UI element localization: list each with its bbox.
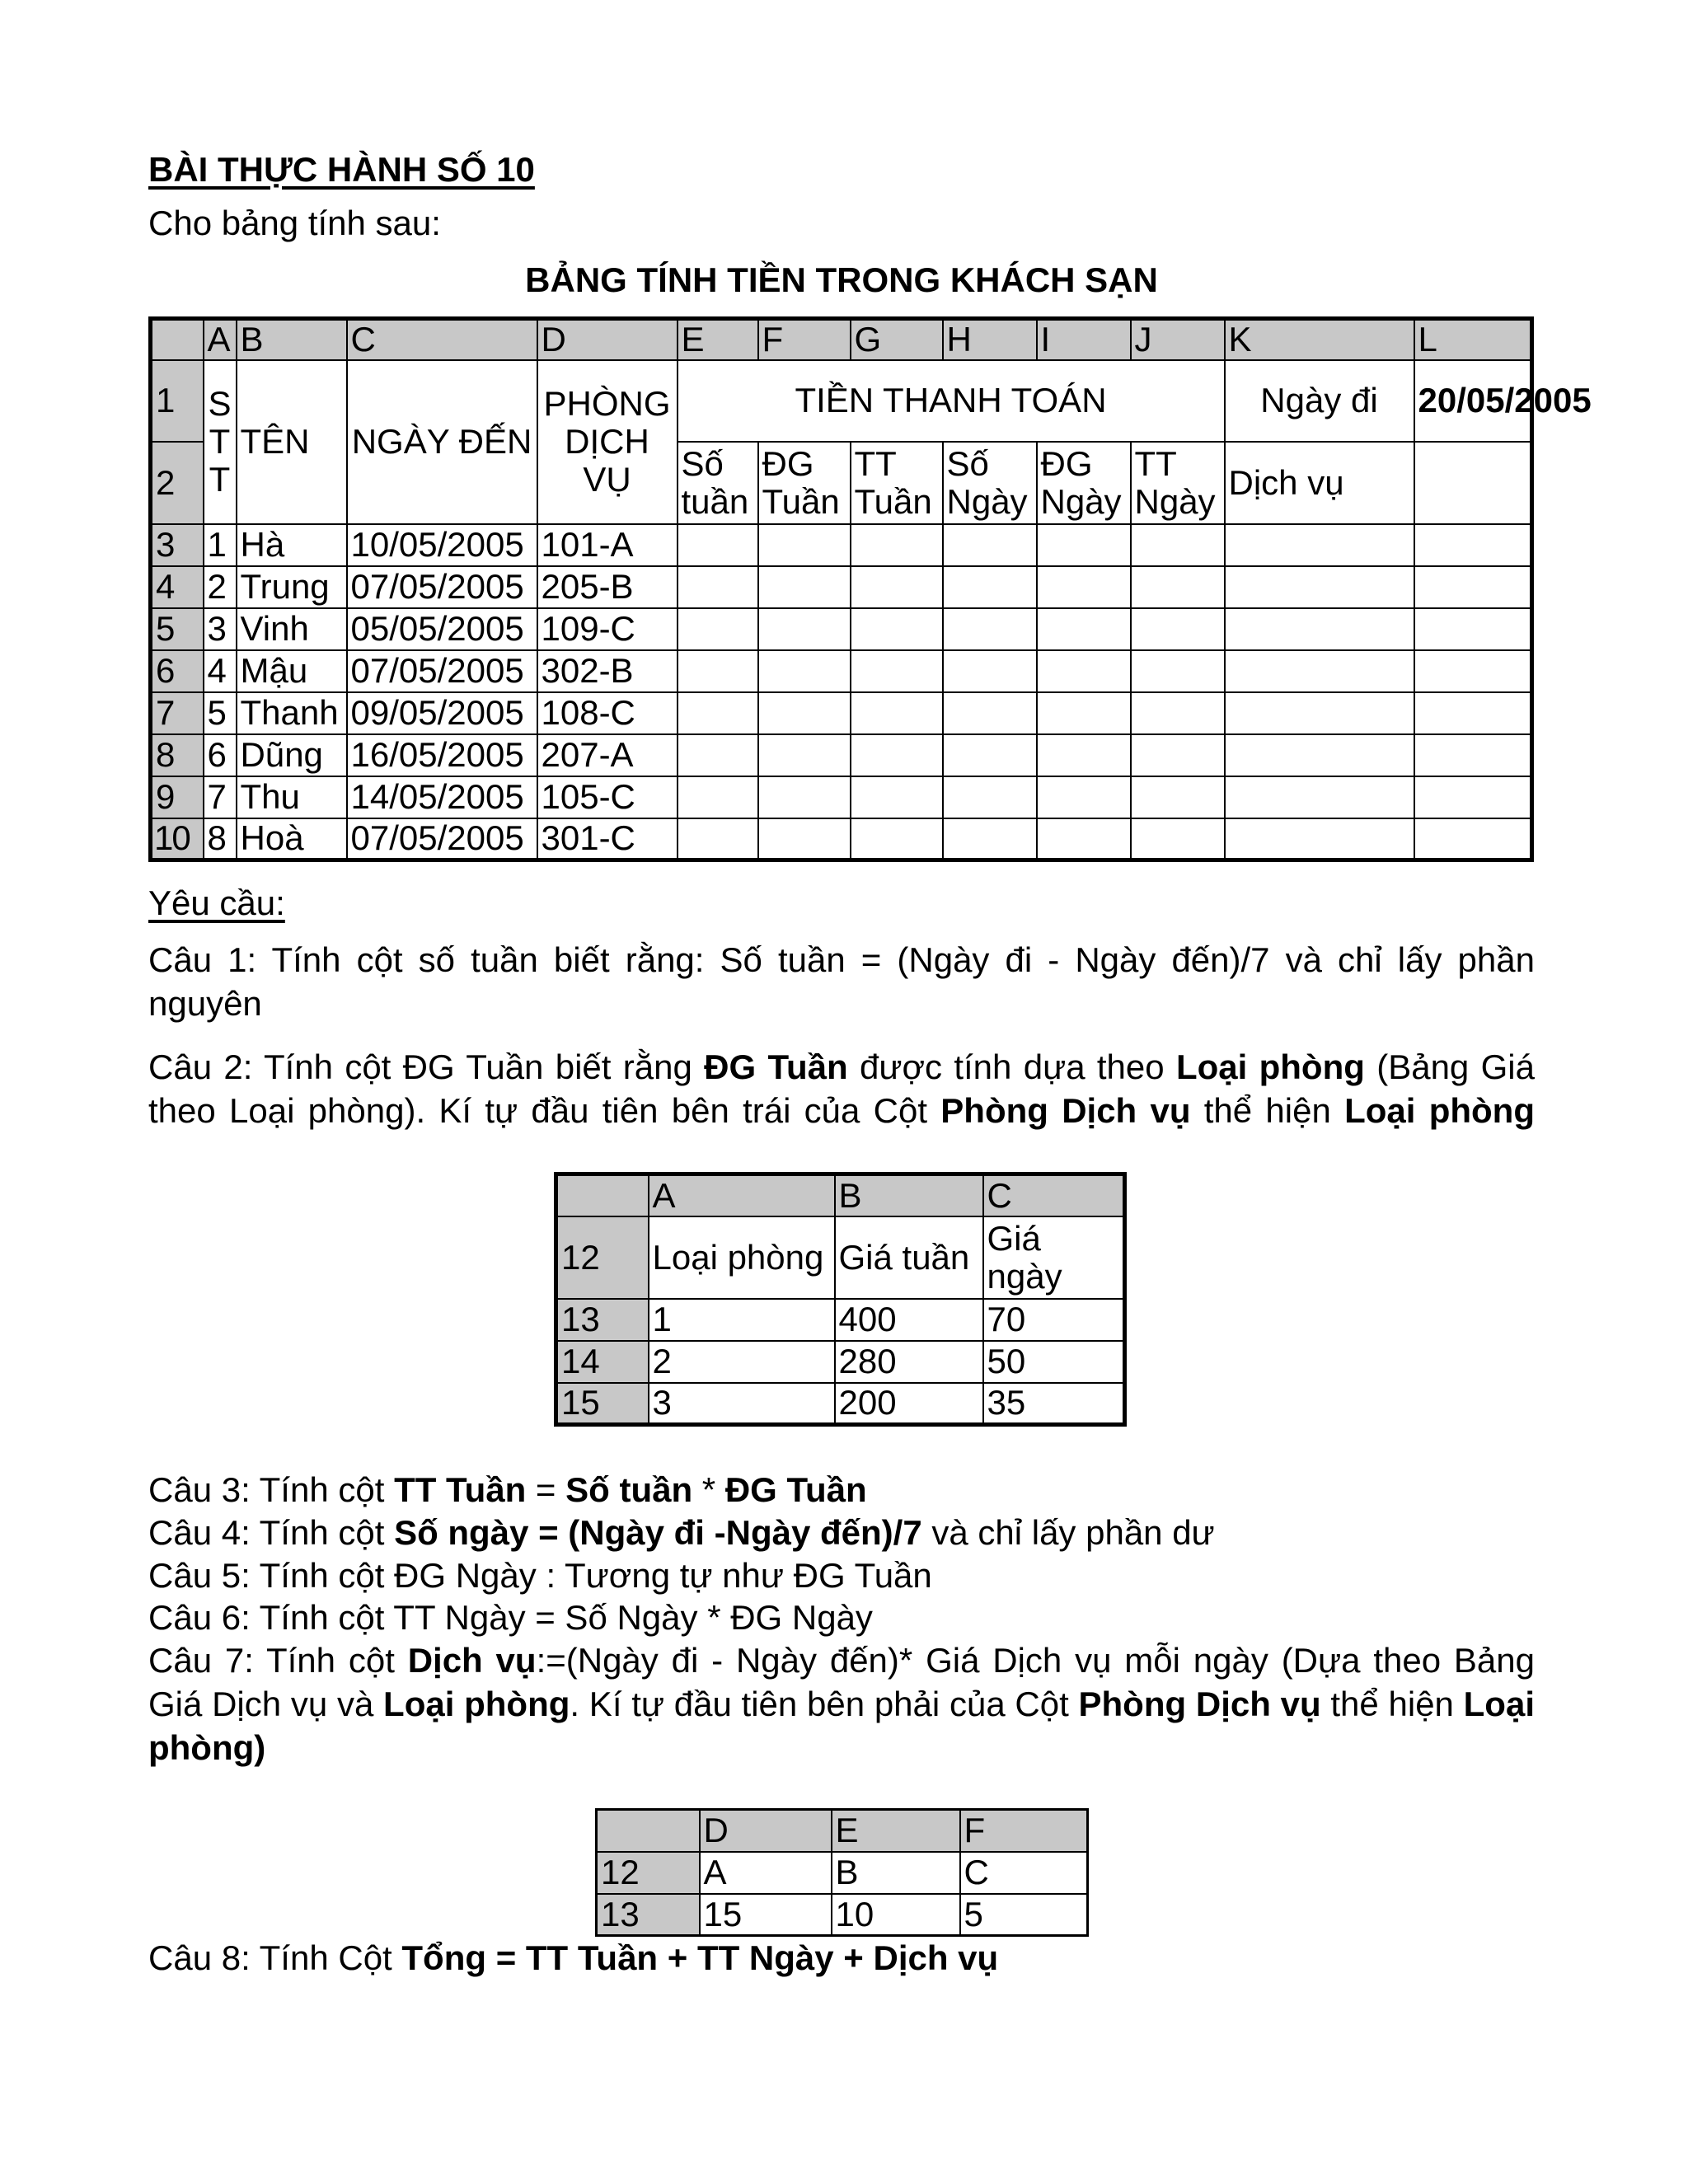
row-number: 2	[151, 442, 204, 524]
table-row	[151, 818, 1532, 860]
empty-cell	[758, 776, 851, 818]
cell-ten: Thanh	[237, 692, 347, 734]
cell-gia-tuan: 400	[835, 1299, 983, 1341]
empty-cell	[1131, 524, 1225, 566]
empty-cell	[943, 524, 1037, 566]
cell-stt: 1	[204, 524, 237, 566]
cell-phong: 207-A	[537, 734, 678, 776]
empty-cell	[943, 776, 1037, 818]
empty-cell	[1225, 776, 1414, 818]
row-number: 9	[151, 776, 204, 818]
question-5: Câu 5: Tính cột ĐG Ngày : Tương tự như ĐG Tuần	[148, 1556, 932, 1595]
table-row	[151, 776, 1532, 818]
col-letter: I	[1037, 319, 1131, 360]
empty-cell	[1037, 818, 1131, 860]
row-number: 4	[151, 566, 204, 608]
empty-cell	[758, 818, 851, 860]
cell-ten: Mậu	[237, 650, 347, 692]
col-letter: B	[835, 1174, 983, 1216]
cell-service-price: 10	[832, 1894, 960, 1936]
header-gia-tuan: Giá tuần	[835, 1216, 983, 1299]
row-number: 10	[151, 818, 204, 860]
empty-cell	[1225, 734, 1414, 776]
table-row	[151, 608, 1532, 650]
cell-ten: Vinh	[237, 608, 347, 650]
empty-cell	[851, 524, 943, 566]
col-letter: A	[649, 1174, 835, 1216]
empty-cell	[678, 566, 758, 608]
cell-stt: 7	[204, 776, 237, 818]
cell-service-type: A	[700, 1852, 832, 1894]
row-number: 6	[151, 650, 204, 692]
cell-loai-phong: 1	[649, 1299, 835, 1341]
room-price-table	[554, 1172, 1127, 1427]
row-number: 5	[151, 608, 204, 650]
empty-cell	[1131, 734, 1225, 776]
cell-phong: 109-C	[537, 608, 678, 650]
empty-cell	[1131, 818, 1225, 860]
cell-stt: 4	[204, 650, 237, 692]
price-col-letters	[556, 1174, 1125, 1216]
empty-cell	[1414, 734, 1532, 776]
empty-cell	[851, 608, 943, 650]
cell-service-price: 15	[700, 1894, 832, 1936]
empty-cell	[678, 650, 758, 692]
empty-cell	[1414, 524, 1532, 566]
table-row	[556, 1299, 1125, 1341]
empty-cell	[851, 734, 943, 776]
empty-cell	[943, 818, 1037, 860]
cell-ngay-den: 16/05/2005	[347, 734, 537, 776]
question-6: Câu 6: Tính cột TT Ngày = Số Ngày * ĐG Ngày	[148, 1598, 873, 1637]
empty-cell	[851, 566, 943, 608]
empty-cell	[1414, 608, 1532, 650]
main-spreadsheet	[148, 316, 1592, 862]
cell-gia-tuan: 200	[835, 1383, 983, 1425]
empty-cell	[678, 608, 758, 650]
empty-cell	[678, 776, 758, 818]
col-letter: F	[960, 1810, 1088, 1852]
empty-cell	[851, 692, 943, 734]
empty-cell	[1414, 692, 1532, 734]
table-row	[556, 1383, 1125, 1425]
empty-cell	[1037, 734, 1131, 776]
empty-cell	[1037, 776, 1131, 818]
cell-ngay-den: 07/05/2005	[347, 566, 537, 608]
header-tt-ngay: TT Ngày	[1131, 442, 1225, 524]
corner-cell	[151, 319, 204, 360]
table-row	[151, 566, 1532, 608]
header-ten: TÊN	[237, 360, 347, 524]
cell-phong: 205-B	[537, 566, 678, 608]
empty-cell	[1131, 692, 1225, 734]
cell-service-type: B	[832, 1852, 960, 1894]
row-number: 13	[597, 1894, 700, 1936]
col-letter: L	[1414, 319, 1532, 360]
empty-cell	[758, 650, 851, 692]
cell-service-type: C	[960, 1852, 1088, 1894]
empty-cell	[1037, 650, 1131, 692]
corner-cell	[556, 1174, 649, 1216]
cell-loai-phong: 3	[649, 1383, 835, 1425]
header-tien-thanh-toan: TIỀN THANH TOÁN	[678, 360, 1225, 442]
empty-cell	[678, 818, 758, 860]
header-dg-ngay: ĐG Ngày	[1037, 442, 1131, 524]
header-so-tuan: Số tuần	[678, 442, 758, 524]
empty-cell	[758, 524, 851, 566]
header-tt-tuan: TT Tuần	[851, 442, 943, 524]
empty-cell	[1037, 566, 1131, 608]
empty-cell	[758, 692, 851, 734]
question-3: Câu 3: Tính cột TT Tuần = Số tuần * ĐG Tuần	[148, 1470, 867, 1509]
column-letters-row	[151, 319, 1532, 360]
table-row	[556, 1341, 1125, 1383]
empty-cell	[678, 734, 758, 776]
empty-cell	[1414, 776, 1532, 818]
intro-text: Cho bảng tính sau:	[148, 204, 441, 242]
question-8: Câu 8: Tính Cột Tổng = TT Tuần + TT Ngày + Dịch vụ	[148, 1938, 999, 1977]
empty-cell	[1414, 818, 1532, 860]
question-7: Câu 7: Tính cột Dịch vụ:=(Ngày đi - Ngày đến)* Giá Dịch vụ mỗi ngày (Dựa theo Bảng Giá Dịch vụ và Loại phòng. Kí tự đầu tiên bên phải của Cột Phòng Dịch vụ thể hiện Loại phòng)	[148, 1641, 1535, 1767]
question-1: Câu 1: Tính cột số tuần biết rằng: Số tuần = (Ngày đi - Ngày đến)/7 và chỉ lấy phần nguyên	[148, 940, 1535, 1023]
cell-ngay-den: 07/05/2005	[347, 818, 537, 860]
cell-stt: 2	[204, 566, 237, 608]
empty-cell	[1225, 818, 1414, 860]
empty-cell	[1037, 692, 1131, 734]
question-2: Câu 2: Tính cột ĐG Tuần biết rằng ĐG Tuần được tính dựa theo Loại phòng (Bảng Giá theo Loại phòng). Kí tự đầu tiên bên trái của Cột Phòng Dịch vụ thể hiện Loại phòng	[148, 1047, 1535, 1130]
empty-cell	[943, 566, 1037, 608]
header-ngay-den: NGÀY ĐẾN	[347, 360, 537, 524]
cell-ten: Trung	[237, 566, 347, 608]
cell-phong: 108-C	[537, 692, 678, 734]
empty-cell	[851, 818, 943, 860]
table-row	[151, 650, 1532, 692]
empty-cell	[851, 776, 943, 818]
header-so-ngay: Số Ngày	[943, 442, 1037, 524]
table-row	[597, 1852, 1088, 1894]
header-departure-date: 20/05/2005	[1414, 360, 1532, 442]
price-header-row	[556, 1216, 1125, 1299]
header-loai-phong: Loại phòng	[649, 1216, 835, 1299]
table-row	[151, 692, 1532, 734]
empty-cell	[758, 734, 851, 776]
empty-cell	[758, 608, 851, 650]
cell-gia-ngay: 70	[983, 1299, 1125, 1341]
row-number: 13	[556, 1299, 649, 1341]
empty-cell	[1225, 524, 1414, 566]
col-letter: D	[537, 319, 678, 360]
cell-ten: Thu	[237, 776, 347, 818]
cell-ngay-den: 09/05/2005	[347, 692, 537, 734]
col-letter: C	[983, 1174, 1125, 1216]
cell-ten: Hoà	[237, 818, 347, 860]
header-phong-dich-vu: PHÒNG DỊCH VỤ	[537, 360, 678, 524]
service-col-letters	[597, 1810, 1088, 1852]
header-dg-tuan: ĐG Tuần	[758, 442, 851, 524]
row-number: 1	[151, 360, 204, 442]
page-title: BÀI THỰC HÀNH SỐ 10	[148, 150, 535, 189]
cell-ten: Dũng	[237, 734, 347, 776]
col-letter: F	[758, 319, 851, 360]
cell-gia-ngay: 35	[983, 1383, 1125, 1425]
empty-cell	[943, 608, 1037, 650]
empty-cell	[943, 692, 1037, 734]
service-price-table	[595, 1808, 1089, 1937]
empty-cell	[943, 734, 1037, 776]
table-row	[151, 734, 1532, 776]
col-letter: H	[943, 319, 1037, 360]
cell-gia-ngay: 50	[983, 1341, 1125, 1383]
col-letter: J	[1131, 319, 1225, 360]
cell-ngay-den: 10/05/2005	[347, 524, 537, 566]
header-stt: S T T	[204, 360, 237, 524]
cell-loai-phong: 2	[649, 1341, 835, 1383]
table-row	[151, 524, 1532, 566]
row-number: 8	[151, 734, 204, 776]
empty-cell	[1414, 650, 1532, 692]
cell-stt: 3	[204, 608, 237, 650]
cell-phong: 101-A	[537, 524, 678, 566]
cell-ngay-den: 07/05/2005	[347, 650, 537, 692]
cell-phong: 301-C	[537, 818, 678, 860]
empty-cell	[1225, 692, 1414, 734]
col-letter: E	[832, 1810, 960, 1852]
col-letter: D	[700, 1810, 832, 1852]
empty-cell	[1225, 650, 1414, 692]
empty-cell	[1131, 608, 1225, 650]
empty-cell	[943, 650, 1037, 692]
row-number: 7	[151, 692, 204, 734]
row-number: 15	[556, 1383, 649, 1425]
col-letter: K	[1225, 319, 1414, 360]
empty-cell	[758, 566, 851, 608]
question-4: Câu 4: Tính cột Số ngày = (Ngày đi -Ngày đến)/7 và chỉ lấy phần dư	[148, 1513, 1215, 1552]
cell-phong: 302-B	[537, 650, 678, 692]
row-number: 14	[556, 1341, 649, 1383]
cell-ngay-den: 05/05/2005	[347, 608, 537, 650]
col-letter: E	[678, 319, 758, 360]
empty-cell	[678, 692, 758, 734]
empty-cell	[1131, 650, 1225, 692]
row-number: 12	[556, 1216, 649, 1299]
cell-phong: 105-C	[537, 776, 678, 818]
cell-stt: 8	[204, 818, 237, 860]
corner-cell	[597, 1810, 700, 1852]
table-row	[597, 1894, 1088, 1936]
empty-cell	[1037, 608, 1131, 650]
empty-cell	[851, 650, 943, 692]
empty-cell	[1037, 524, 1131, 566]
table-title: BẢNG TÍNH TIỀN TRONG KHÁCH SẠN	[525, 260, 1158, 299]
empty-cell	[1131, 566, 1225, 608]
row-number: 12	[597, 1852, 700, 1894]
header-gia-ngay: Giá ngày	[983, 1216, 1125, 1299]
empty-cell	[1414, 566, 1532, 608]
cell-stt: 6	[204, 734, 237, 776]
row-number: 3	[151, 524, 204, 566]
empty-cell	[1225, 566, 1414, 608]
cell-ngay-den: 14/05/2005	[347, 776, 537, 818]
col-letter: B	[237, 319, 347, 360]
empty-cell	[1131, 776, 1225, 818]
cell-service-price: 5	[960, 1894, 1088, 1936]
col-letter: C	[347, 319, 537, 360]
col-letter: A	[204, 319, 237, 360]
header-ngay-di: Ngày đi	[1225, 360, 1414, 442]
cell-gia-tuan: 280	[835, 1341, 983, 1383]
col-letter: G	[851, 319, 943, 360]
requirements-heading: Yêu cầu:	[148, 883, 285, 922]
header-row-1	[151, 360, 1532, 442]
cell-stt: 5	[204, 692, 237, 734]
empty-cell	[1225, 608, 1414, 650]
header-dich-vu: Dịch vụ	[1225, 442, 1414, 524]
cell-ten: Hà	[237, 524, 347, 566]
empty-cell	[678, 524, 758, 566]
